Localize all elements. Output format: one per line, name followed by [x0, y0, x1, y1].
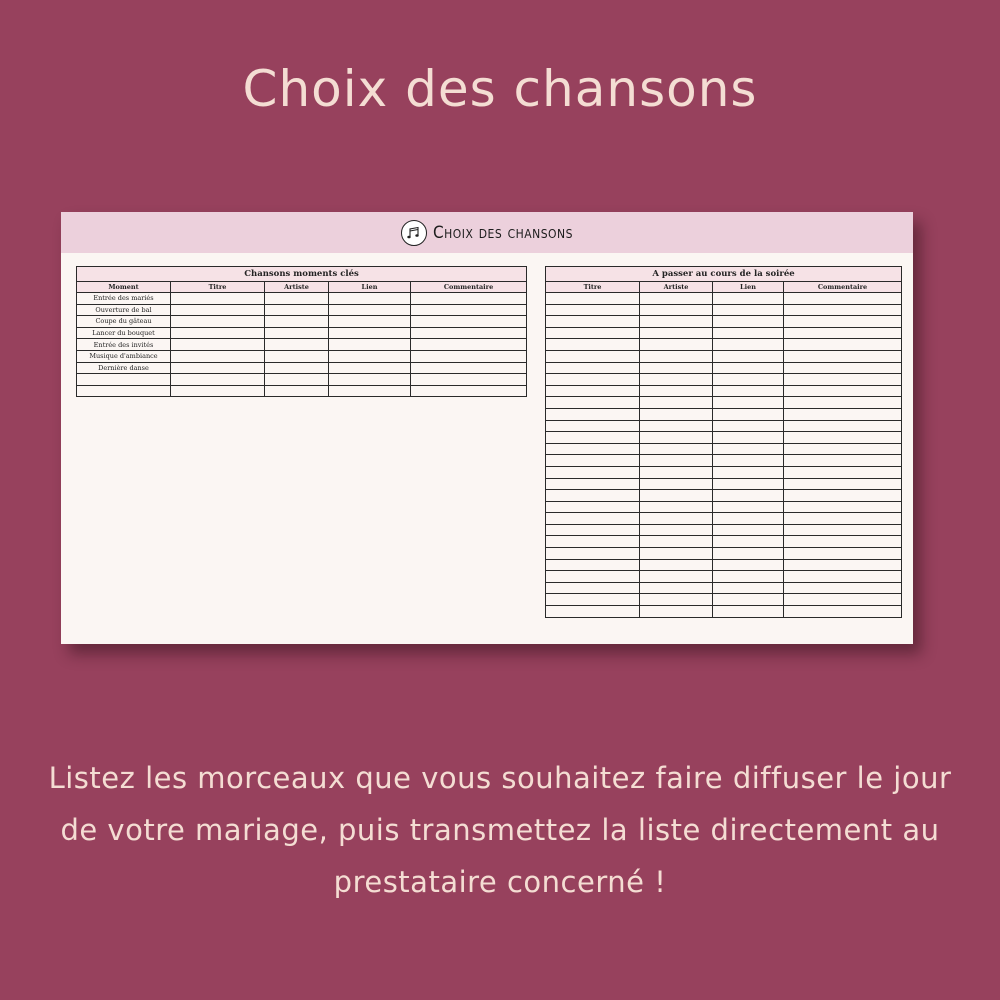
table-cell[interactable]	[784, 571, 902, 583]
table-row	[546, 304, 902, 316]
table-row	[546, 490, 902, 502]
table-cell[interactable]	[640, 316, 713, 328]
table-cell[interactable]	[713, 385, 784, 397]
sheet-title: Choix des chansons	[433, 222, 573, 243]
table-cell[interactable]	[546, 455, 640, 467]
music-notes-icon	[401, 220, 427, 246]
column-header: Titre	[546, 282, 640, 293]
table-cell[interactable]	[171, 327, 265, 339]
column-header: Commentaire	[411, 282, 527, 293]
table-cell[interactable]	[329, 339, 411, 351]
table-cell[interactable]	[713, 594, 784, 606]
table-cell[interactable]	[546, 443, 640, 455]
table-cell[interactable]	[640, 501, 713, 513]
table-cell[interactable]	[546, 490, 640, 502]
table-row	[546, 339, 902, 351]
table-cell[interactable]	[171, 362, 265, 374]
moment-cell[interactable]	[77, 385, 171, 397]
table-cell[interactable]	[713, 571, 784, 583]
table-row	[546, 443, 902, 455]
table-cell[interactable]	[713, 420, 784, 432]
table-row	[546, 513, 902, 525]
column-header: Titre	[171, 282, 265, 293]
table-cell[interactable]	[171, 374, 265, 386]
table-cell[interactable]	[713, 350, 784, 362]
table-row	[546, 571, 902, 583]
table-cell[interactable]	[784, 524, 902, 536]
table-row	[77, 350, 527, 362]
table-row	[77, 316, 527, 328]
table-row	[546, 559, 902, 571]
table-cell[interactable]	[640, 594, 713, 606]
table-cell[interactable]	[546, 293, 640, 305]
table-row	[546, 420, 902, 432]
table-cell[interactable]	[546, 350, 640, 362]
table-cell[interactable]	[546, 408, 640, 420]
table-row	[546, 432, 902, 444]
moment-cell[interactable]: Musique d'ambiance	[77, 350, 171, 362]
table-cell[interactable]	[784, 420, 902, 432]
column-header: Moment	[77, 282, 171, 293]
table-cell[interactable]	[329, 304, 411, 316]
table-cell[interactable]	[713, 490, 784, 502]
table-cell[interactable]	[411, 374, 527, 386]
moment-cell[interactable]: Dernière danse	[77, 362, 171, 374]
table-cell[interactable]	[784, 478, 902, 490]
table-row	[546, 408, 902, 420]
table-cell[interactable]	[640, 420, 713, 432]
table-cell[interactable]	[546, 362, 640, 374]
table-row	[546, 455, 902, 467]
table-cell[interactable]	[784, 582, 902, 594]
moment-cell[interactable]: Entrée des invités	[77, 339, 171, 351]
moment-cell[interactable]	[77, 374, 171, 386]
table-cell[interactable]	[640, 385, 713, 397]
table-cell[interactable]	[546, 316, 640, 328]
table-cell[interactable]	[329, 350, 411, 362]
table-cell[interactable]	[713, 513, 784, 525]
table-cell[interactable]	[713, 316, 784, 328]
table-cell[interactable]	[784, 397, 902, 409]
table-cell[interactable]	[784, 455, 902, 467]
table-cell[interactable]	[640, 548, 713, 560]
table-cell[interactable]	[713, 455, 784, 467]
table-cell[interactable]	[784, 432, 902, 444]
table-cell[interactable]	[265, 339, 329, 351]
moment-cell[interactable]: Coupe du gâteau	[77, 316, 171, 328]
table-cell[interactable]	[329, 385, 411, 397]
table-cell[interactable]	[784, 594, 902, 606]
table-cell[interactable]	[329, 362, 411, 374]
table-cell[interactable]	[265, 304, 329, 316]
table-row	[77, 362, 527, 374]
table-cell[interactable]	[265, 327, 329, 339]
table-row	[546, 466, 902, 478]
table-cell[interactable]	[329, 293, 411, 305]
table-cell[interactable]	[546, 397, 640, 409]
table-cell[interactable]	[546, 594, 640, 606]
table-cell[interactable]	[713, 548, 784, 560]
table-cell[interactable]	[546, 524, 640, 536]
column-header: Artiste	[640, 282, 713, 293]
table-cell[interactable]	[713, 293, 784, 305]
table-row	[77, 374, 527, 386]
table-row	[546, 501, 902, 513]
table-cell[interactable]	[329, 374, 411, 386]
table-cell[interactable]	[640, 432, 713, 444]
table-cell[interactable]	[546, 548, 640, 560]
table-cell[interactable]	[640, 362, 713, 374]
table-cell[interactable]	[640, 397, 713, 409]
table-cell[interactable]	[640, 490, 713, 502]
column-header: Commentaire	[784, 282, 902, 293]
table-cell[interactable]	[265, 374, 329, 386]
table-cell[interactable]	[784, 548, 902, 560]
table-cell[interactable]	[546, 374, 640, 386]
evening-songs-caption: A passer au cours de la soirée	[546, 267, 902, 282]
table-row	[546, 478, 902, 490]
moment-cell[interactable]: Entrée des mariés	[77, 293, 171, 305]
table-row	[546, 397, 902, 409]
table-cell[interactable]	[171, 304, 265, 316]
column-header: Lien	[329, 282, 411, 293]
table-cell[interactable]	[171, 339, 265, 351]
table-cell[interactable]	[784, 374, 902, 386]
table-cell[interactable]	[713, 524, 784, 536]
table-row	[77, 327, 527, 339]
evening-songs-table	[545, 266, 902, 618]
table-cell[interactable]	[411, 339, 527, 351]
table-cell[interactable]	[329, 316, 411, 328]
table-cell[interactable]	[784, 339, 902, 351]
table-cell[interactable]	[640, 455, 713, 467]
table-cell[interactable]	[329, 327, 411, 339]
table-cell[interactable]	[546, 478, 640, 490]
table-cell[interactable]	[784, 362, 902, 374]
table-cell[interactable]	[546, 466, 640, 478]
table-cell[interactable]	[171, 385, 265, 397]
table-cell[interactable]	[546, 327, 640, 339]
table-cell[interactable]	[713, 466, 784, 478]
key-moments-table	[76, 266, 527, 397]
table-cell[interactable]	[784, 385, 902, 397]
table-row	[546, 374, 902, 386]
sheet-header	[61, 212, 913, 253]
table-cell[interactable]	[265, 362, 329, 374]
table-cell[interactable]	[546, 513, 640, 525]
table-cell[interactable]	[713, 374, 784, 386]
table-cell[interactable]	[640, 443, 713, 455]
table-row	[546, 594, 902, 606]
table-cell[interactable]	[640, 293, 713, 305]
table-row	[546, 524, 902, 536]
table-cell[interactable]	[640, 350, 713, 362]
table-cell[interactable]	[784, 501, 902, 513]
table-cell[interactable]	[640, 466, 713, 478]
table-cell[interactable]	[640, 304, 713, 316]
moment-cell[interactable]: Lancer du bouquet	[77, 327, 171, 339]
table-cell[interactable]	[546, 559, 640, 571]
table-cell[interactable]	[546, 385, 640, 397]
table-cell[interactable]	[784, 559, 902, 571]
table-cell[interactable]	[265, 385, 329, 397]
table-row	[546, 293, 902, 305]
key-moments-caption: Chansons moments clés	[77, 267, 527, 282]
table-cell[interactable]	[640, 536, 713, 548]
table-cell[interactable]	[546, 501, 640, 513]
table-row	[77, 339, 527, 351]
table-row	[546, 536, 902, 548]
table-cell[interactable]	[784, 408, 902, 420]
table-cell[interactable]	[784, 304, 902, 316]
table-cell[interactable]	[713, 432, 784, 444]
moment-cell[interactable]: Ouverture de bal	[77, 304, 171, 316]
table-cell[interactable]	[640, 571, 713, 583]
table-cell[interactable]	[171, 316, 265, 328]
table-cell[interactable]	[640, 513, 713, 525]
table-row	[546, 316, 902, 328]
table-cell[interactable]	[546, 432, 640, 444]
table-cell[interactable]	[713, 339, 784, 351]
table-row	[546, 327, 902, 339]
table-cell[interactable]	[784, 466, 902, 478]
song-sheet-preview	[61, 212, 913, 644]
page-title: Choix des chansons	[242, 60, 758, 118]
column-header: Artiste	[265, 282, 329, 293]
table-cell[interactable]	[784, 293, 902, 305]
table-cell[interactable]	[784, 443, 902, 455]
table-cell[interactable]	[713, 397, 784, 409]
table-cell[interactable]	[411, 362, 527, 374]
table-cell[interactable]	[411, 304, 527, 316]
table-row	[546, 582, 902, 594]
table-cell[interactable]	[640, 408, 713, 420]
table-cell[interactable]	[784, 513, 902, 525]
table-cell[interactable]	[171, 350, 265, 362]
table-cell[interactable]	[784, 490, 902, 502]
description-text: Listez les morceaux que vous souhaitez faire diffuser le jour de votre mariage, puis transmettez la liste directement au prestataire concerné !	[48, 761, 952, 899]
table-cell[interactable]	[713, 327, 784, 339]
table-cell[interactable]	[265, 316, 329, 328]
table-cell[interactable]	[640, 478, 713, 490]
table-cell[interactable]	[713, 408, 784, 420]
table-row	[77, 293, 527, 305]
table-cell[interactable]	[713, 501, 784, 513]
table-cell[interactable]	[265, 293, 329, 305]
table-cell[interactable]	[640, 339, 713, 351]
table-cell[interactable]	[784, 606, 902, 618]
table-cell[interactable]	[713, 362, 784, 374]
table-cell[interactable]	[713, 536, 784, 548]
table-cell[interactable]	[546, 420, 640, 432]
table-cell[interactable]	[546, 571, 640, 583]
table-cell[interactable]	[640, 327, 713, 339]
table-row	[546, 350, 902, 362]
table-cell[interactable]	[713, 582, 784, 594]
table-cell[interactable]	[546, 606, 640, 618]
table-cell[interactable]	[546, 582, 640, 594]
table-cell[interactable]	[784, 350, 902, 362]
table-cell[interactable]	[411, 316, 527, 328]
table-cell[interactable]	[546, 304, 640, 316]
table-cell[interactable]	[546, 536, 640, 548]
table-cell[interactable]	[640, 374, 713, 386]
table-cell[interactable]	[640, 559, 713, 571]
table-cell[interactable]	[784, 536, 902, 548]
table-cell[interactable]	[713, 606, 784, 618]
table-cell[interactable]	[546, 339, 640, 351]
table-cell[interactable]	[265, 350, 329, 362]
table-cell[interactable]	[713, 443, 784, 455]
table-row	[546, 548, 902, 560]
table-cell[interactable]	[411, 385, 527, 397]
table-cell[interactable]	[713, 559, 784, 571]
column-header: Lien	[713, 282, 784, 293]
table-row	[77, 385, 527, 397]
table-cell[interactable]	[640, 606, 713, 618]
table-cell[interactable]	[713, 478, 784, 490]
table-cell[interactable]	[713, 304, 784, 316]
table-cell[interactable]	[640, 582, 713, 594]
table-row	[77, 304, 527, 316]
table-row	[546, 362, 902, 374]
table-cell[interactable]	[411, 293, 527, 305]
table-row	[546, 385, 902, 397]
table-cell[interactable]	[411, 350, 527, 362]
table-cell[interactable]	[411, 327, 527, 339]
table-cell[interactable]	[640, 524, 713, 536]
table-cell[interactable]	[784, 316, 902, 328]
table-row	[546, 606, 902, 618]
table-cell[interactable]	[784, 327, 902, 339]
table-cell[interactable]	[171, 293, 265, 305]
